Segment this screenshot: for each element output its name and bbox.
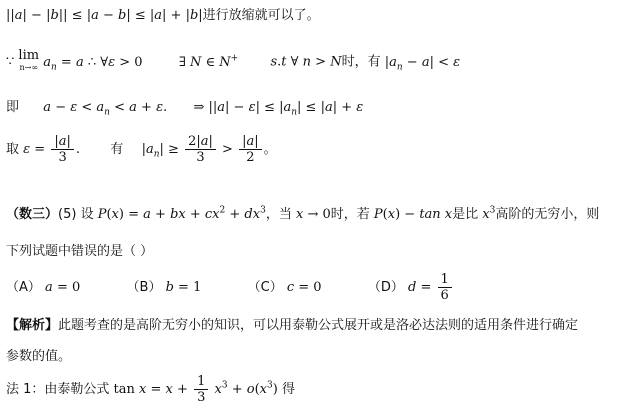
analysis-tag: 【解析】	[6, 318, 59, 333]
fraction-a-over-3: $\frac{|a|}{3}$	[51, 134, 74, 165]
method-line: 法 1：由泰勒公式 tan x = x + $\frac{1}{3}$ $x^3 + o(x^3)$ 得	[6, 374, 295, 405]
limit-expression: lim n→∞	[18, 48, 40, 72]
options-line	[6, 272, 454, 303]
text-line-4: 取 ε = $\frac{|a|}{3}$ . 有 $|a_n|$ ≥ $\frac{2|a|}{3}$ > $\frac{|a|}{2}$ 。	[6, 134, 277, 165]
text-line-1: ||a| − |b|| ≤ |a − b| ≤ |a| + |b|进行放缩就可以了。	[6, 8, 320, 23]
question-line: （数三）(5) 设 P(x) = a + bx + $cx^2 + dx^3$，当 x → 0时，若 P(x) − tan x是比 $x^3$高阶的无穷小，则	[6, 205, 600, 222]
text-line-2: ∵ lim n→∞ $a_n = a$ ∴ ∀ε > 0 ∃ N ∈ N+ s.t ∀ n > N时，有 $|a_n - a| < \varepsilon$	[6, 48, 461, 73]
question-line-2: 下列试题中错误的是（ ）	[6, 244, 154, 259]
analysis-line-2: 参数的值。	[6, 349, 72, 364]
fraction-1-over-3: $\frac{1}{3}$	[194, 374, 208, 405]
fraction-a-over-2: $\frac{|a|}{2}$	[239, 134, 262, 165]
option-c: （C） c = 0	[247, 280, 322, 295]
line1-text: 进行放缩就可以了。	[202, 8, 320, 23]
text-line-3: 即 $a - \varepsilon < a_n < a + \varepsilon$. ⇒ $||a| - \varepsilon| \le |a_n| \le |a| + \varepsilon$	[6, 100, 364, 118]
option-a: （A） a = 0	[6, 280, 81, 295]
analysis-line: 【解析】此题考查的是高阶无穷小的知识，可以用泰勒公式展开或是洛必达法则的适用条件进行确定	[6, 318, 579, 333]
option-b: （B） b = 1	[126, 280, 202, 295]
question-tag: （数三）	[6, 207, 59, 222]
option-d: （D） d = $\frac{1}{6}$	[368, 280, 454, 295]
fraction-2a-over-3: $\frac{2|a|}{3}$	[185, 134, 216, 165]
